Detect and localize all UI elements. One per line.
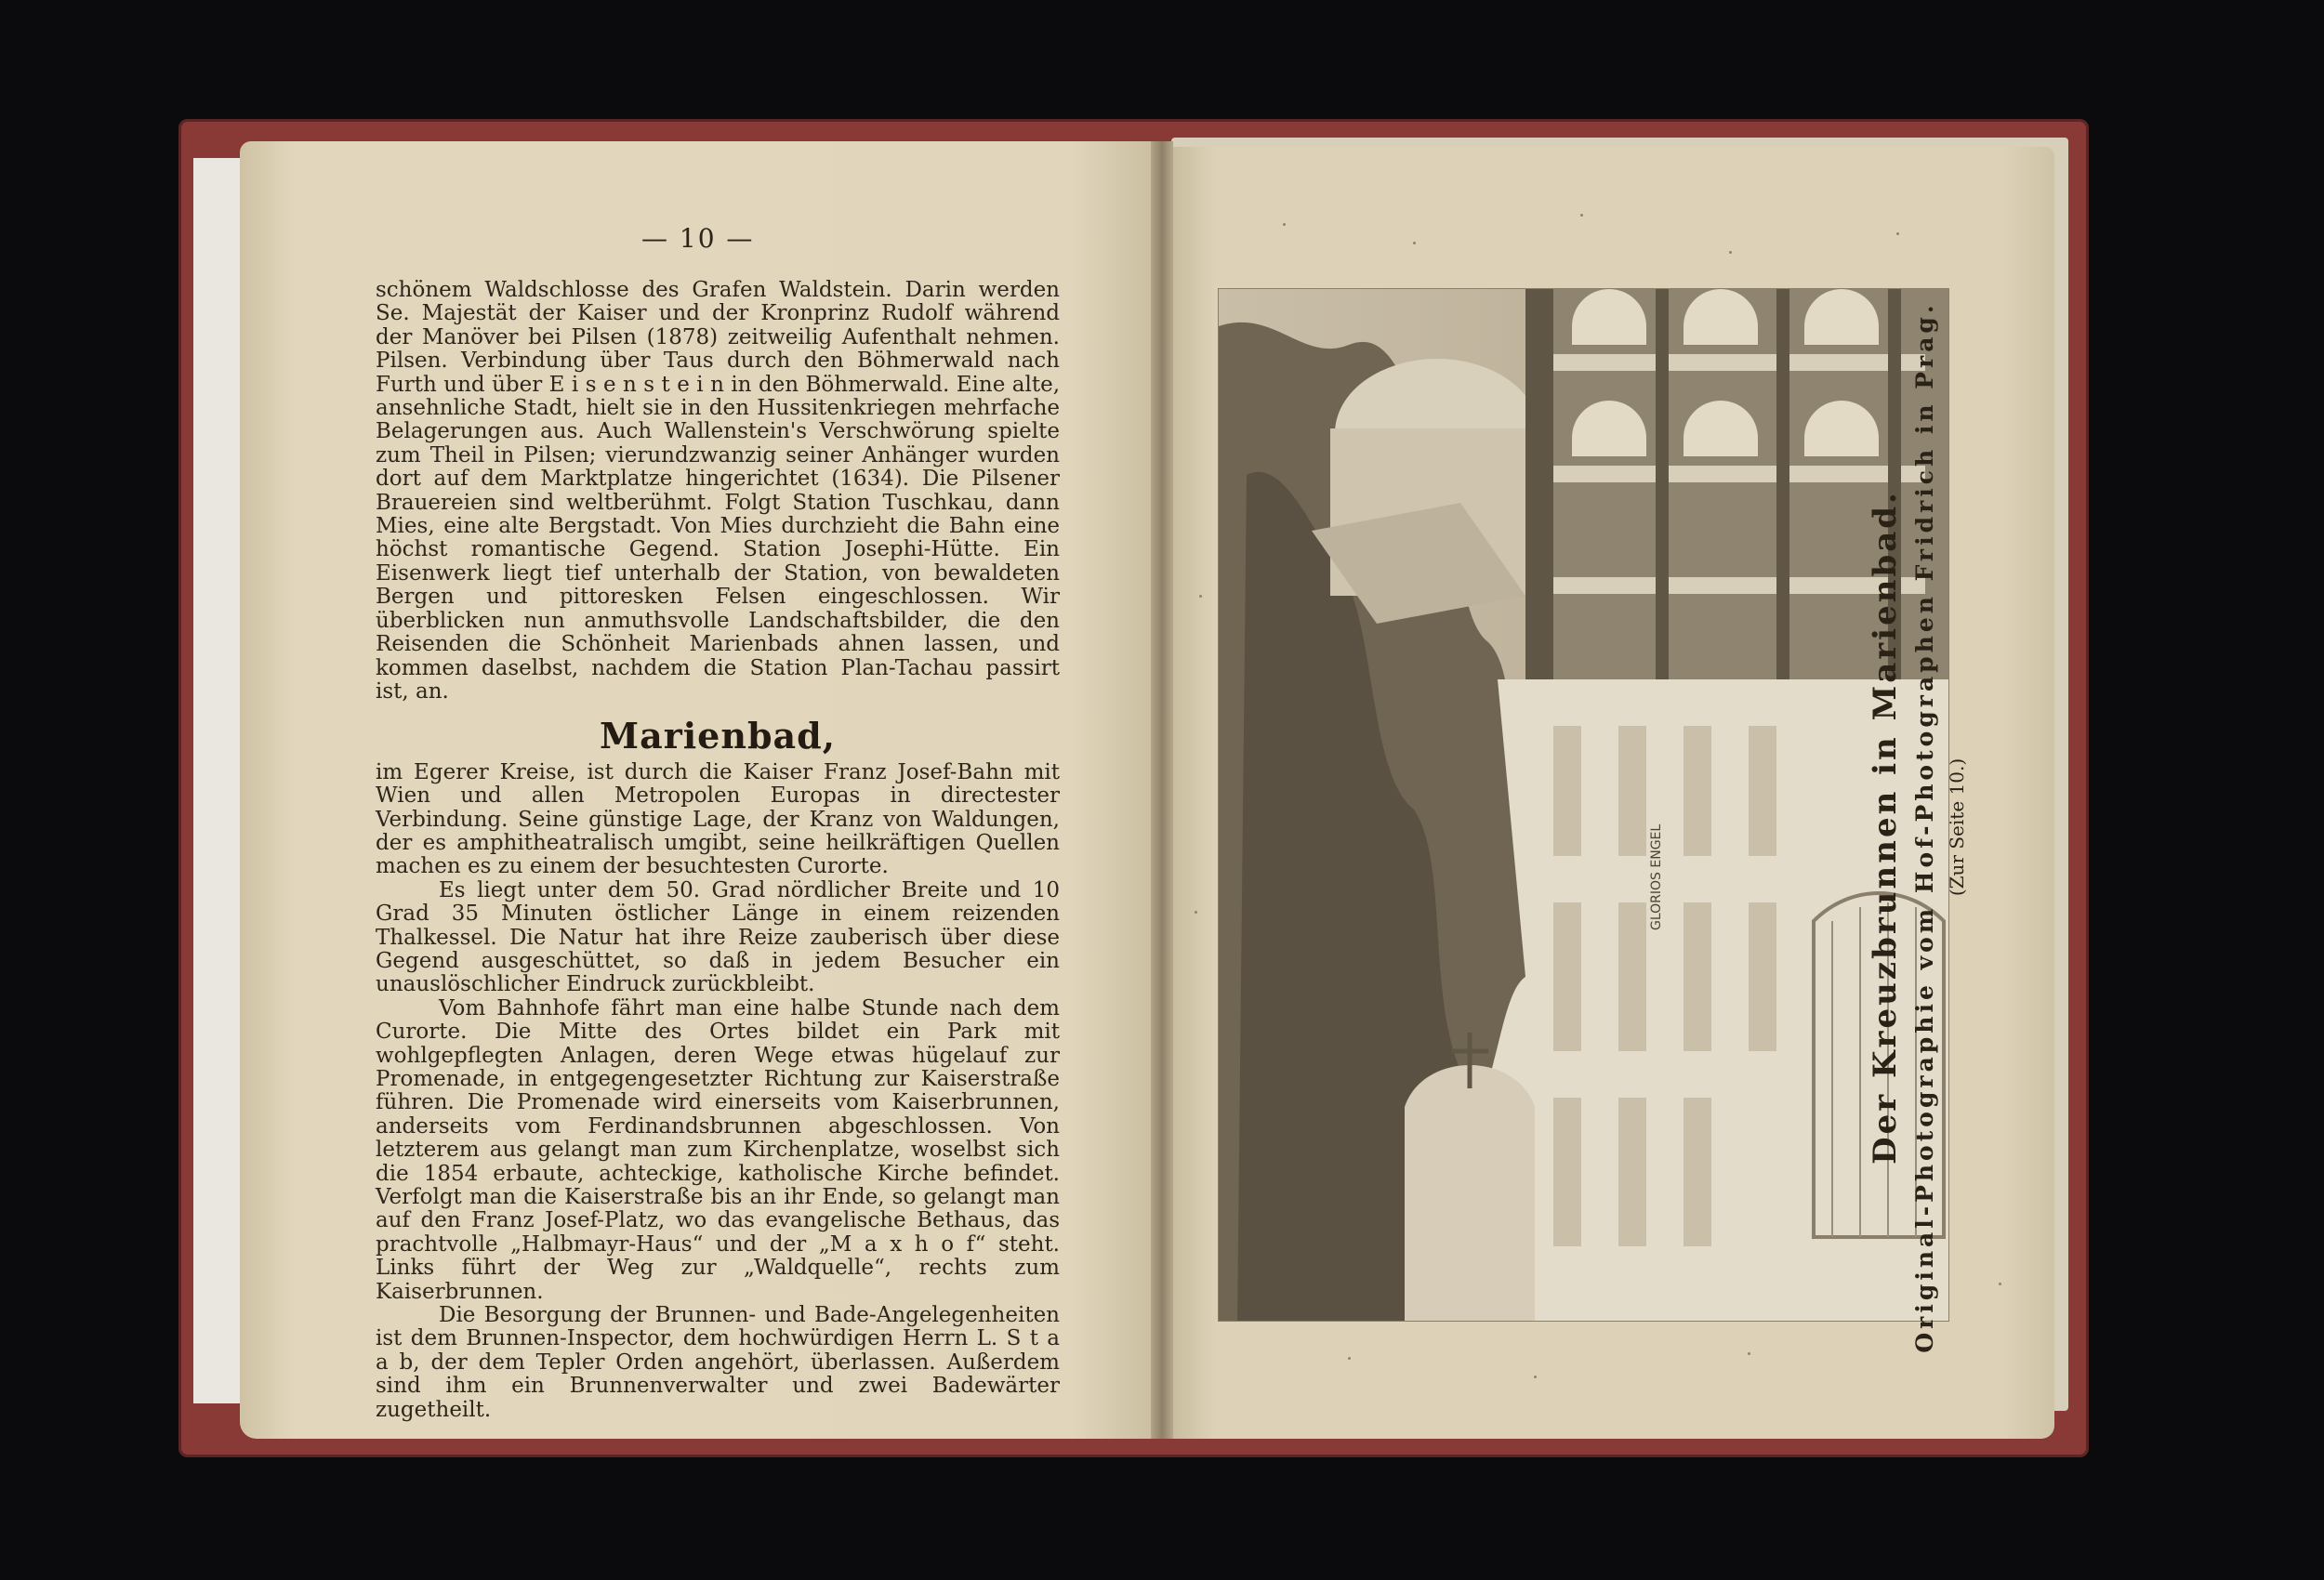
section-heading: Marienbad,: [600, 715, 836, 757]
left-page-text: [376, 279, 1060, 1422]
foxing-speck: [1195, 911, 1197, 914]
caption-title: Der Kreuzbrunnen in Marienbad.: [1867, 490, 1904, 1165]
foxing-speck: [1580, 214, 1583, 217]
caption-reference: (Zur Seite 10.): [1946, 757, 1968, 897]
paragraph: Die Besorgung der Brunnen- und Bade-Angelegenheiten ist dem Brunnen-Inspector, dem hochwürdigen Herrn L. S t a a b, der dem Tepler Orden angehört, überlassen. Außerdem sind ihm ein Brunnenverwalter und zwei Badewärter zugetheilt.: [376, 1303, 1060, 1422]
foxing-speck: [1729, 251, 1732, 254]
photo-illustration: [1219, 289, 1948, 1321]
paragraph: Es liegt unter dem 50. Grad nördlicher Breite und 10 Grad 35 Minuten östlicher Länge in einem reizenden Thalkessel. Die Natur hat ihre Reize zauberisch über diese Gegend ausgeschüttet, so daß in jedem Besucher ein unauslöschlicher Eindruck zurückbleibt.: [376, 877, 1060, 997]
foxing-speck: [1999, 1283, 2001, 1285]
foxing-speck: [1896, 232, 1899, 235]
foxing-speck: [1534, 1376, 1537, 1378]
paragraph: im Egerer Kreise, ist durch die Kaiser Franz Josef-Bahn mit Wien und allen Metropolen Europas in directester Verbindung. Seine günstige Lage, der Kranz von Waldungen, der es amphitheatralisch umgibt, seine heilkräftigen Quellen machen es zu einem der besuchtesten Curorte.: [376, 759, 1060, 879]
foxing-speck: [1748, 1352, 1750, 1355]
mounted-photograph: [1218, 288, 1949, 1322]
paragraph: schönem Waldschlosse des Grafen Waldstein. Darin werden Se. Majestät der Kaiser und der Kronprinz Rudolf während der Manöver bei Pilsen (1878) zeitweilig Aufenthalt nehmen. Pilsen. Verbindung über Taus durch den Böhmerwald nach Furth und über E i s e n s t e i n in den Böhmerwald. Eine alte, ansehnliche Stadt, hielt sie in den Hussitenkriegen mehrfache Belagerungen aus. Auch Wallenstein's Verschwörung spielte zum Theil in Pilsen; vierundzwanzig seiner Anhänger wurden dort auf dem Marktplatze hingerichtet (1634). Die Pilsener Brauereien sind weltberühmt. Folgt Station Tuschkau, dann Mies, eine alte Bergstadt. Von Mies durchzieht die Bahn eine höchst romantische Gegend. Station Josephi-Hütte. Ein Eisenwerk liegt tief unterhalb der Station, von bewaldeten Bergen und pittoresken Felsen eingeschlossen. Wir überblicken nun anmuthsvolle Landschaftsbilder, die den Reisenden die Schönheit Marienbads ahnen lassen, und kommen daselbst, nachdem die Station Plan-Tachau passirt ist, an.: [376, 278, 1060, 704]
book-gutter: [1151, 141, 1173, 1439]
paragraph: Vom Bahnhofe fährt man eine halbe Stunde nach dem Curorte. Die Mitte des Ortes bildet ein Park mit wohlgepflegten Anlagen, deren Wege etwas hügelauf zur Promenade, in entgegengesetzter Richtung zur Kaiserstraße führen. Die Promenade wird einerseits vom Kaiserbrunnen, anderseits vom Ferdinandsbrunnen abgeschlossen. Von letzterem aus gelangt man zum Kirchenplatze, woselbst sich die 1854 erbaute, achteckige, katholische Kirche befindet. Verfolgt man die Kaiserstraße bis an ihr Ende, so gelangt man auf den Franz Josef-Platz, wo das evangelische Bethaus, das prachtvolle „Halbmayr-Haus“ und der „M a x h o f“ steht. Links führt der Weg zur „Waldquelle“, rechts zum Kaiserbrunnen.: [376, 995, 1060, 1304]
foxing-speck: [1413, 242, 1416, 244]
caption-credit: Original-Photographie vom Hof-Photographen Fridrich in Prag.: [1911, 301, 1938, 1353]
building-sign: GLORIOS ENGEL: [1649, 823, 1664, 930]
foxing-speck: [1283, 223, 1286, 226]
photo-caption: [1864, 270, 2022, 1385]
foxing-speck: [1199, 595, 1202, 598]
foxing-speck: [1348, 1357, 1351, 1360]
page-number: — 10 —: [641, 223, 755, 254]
